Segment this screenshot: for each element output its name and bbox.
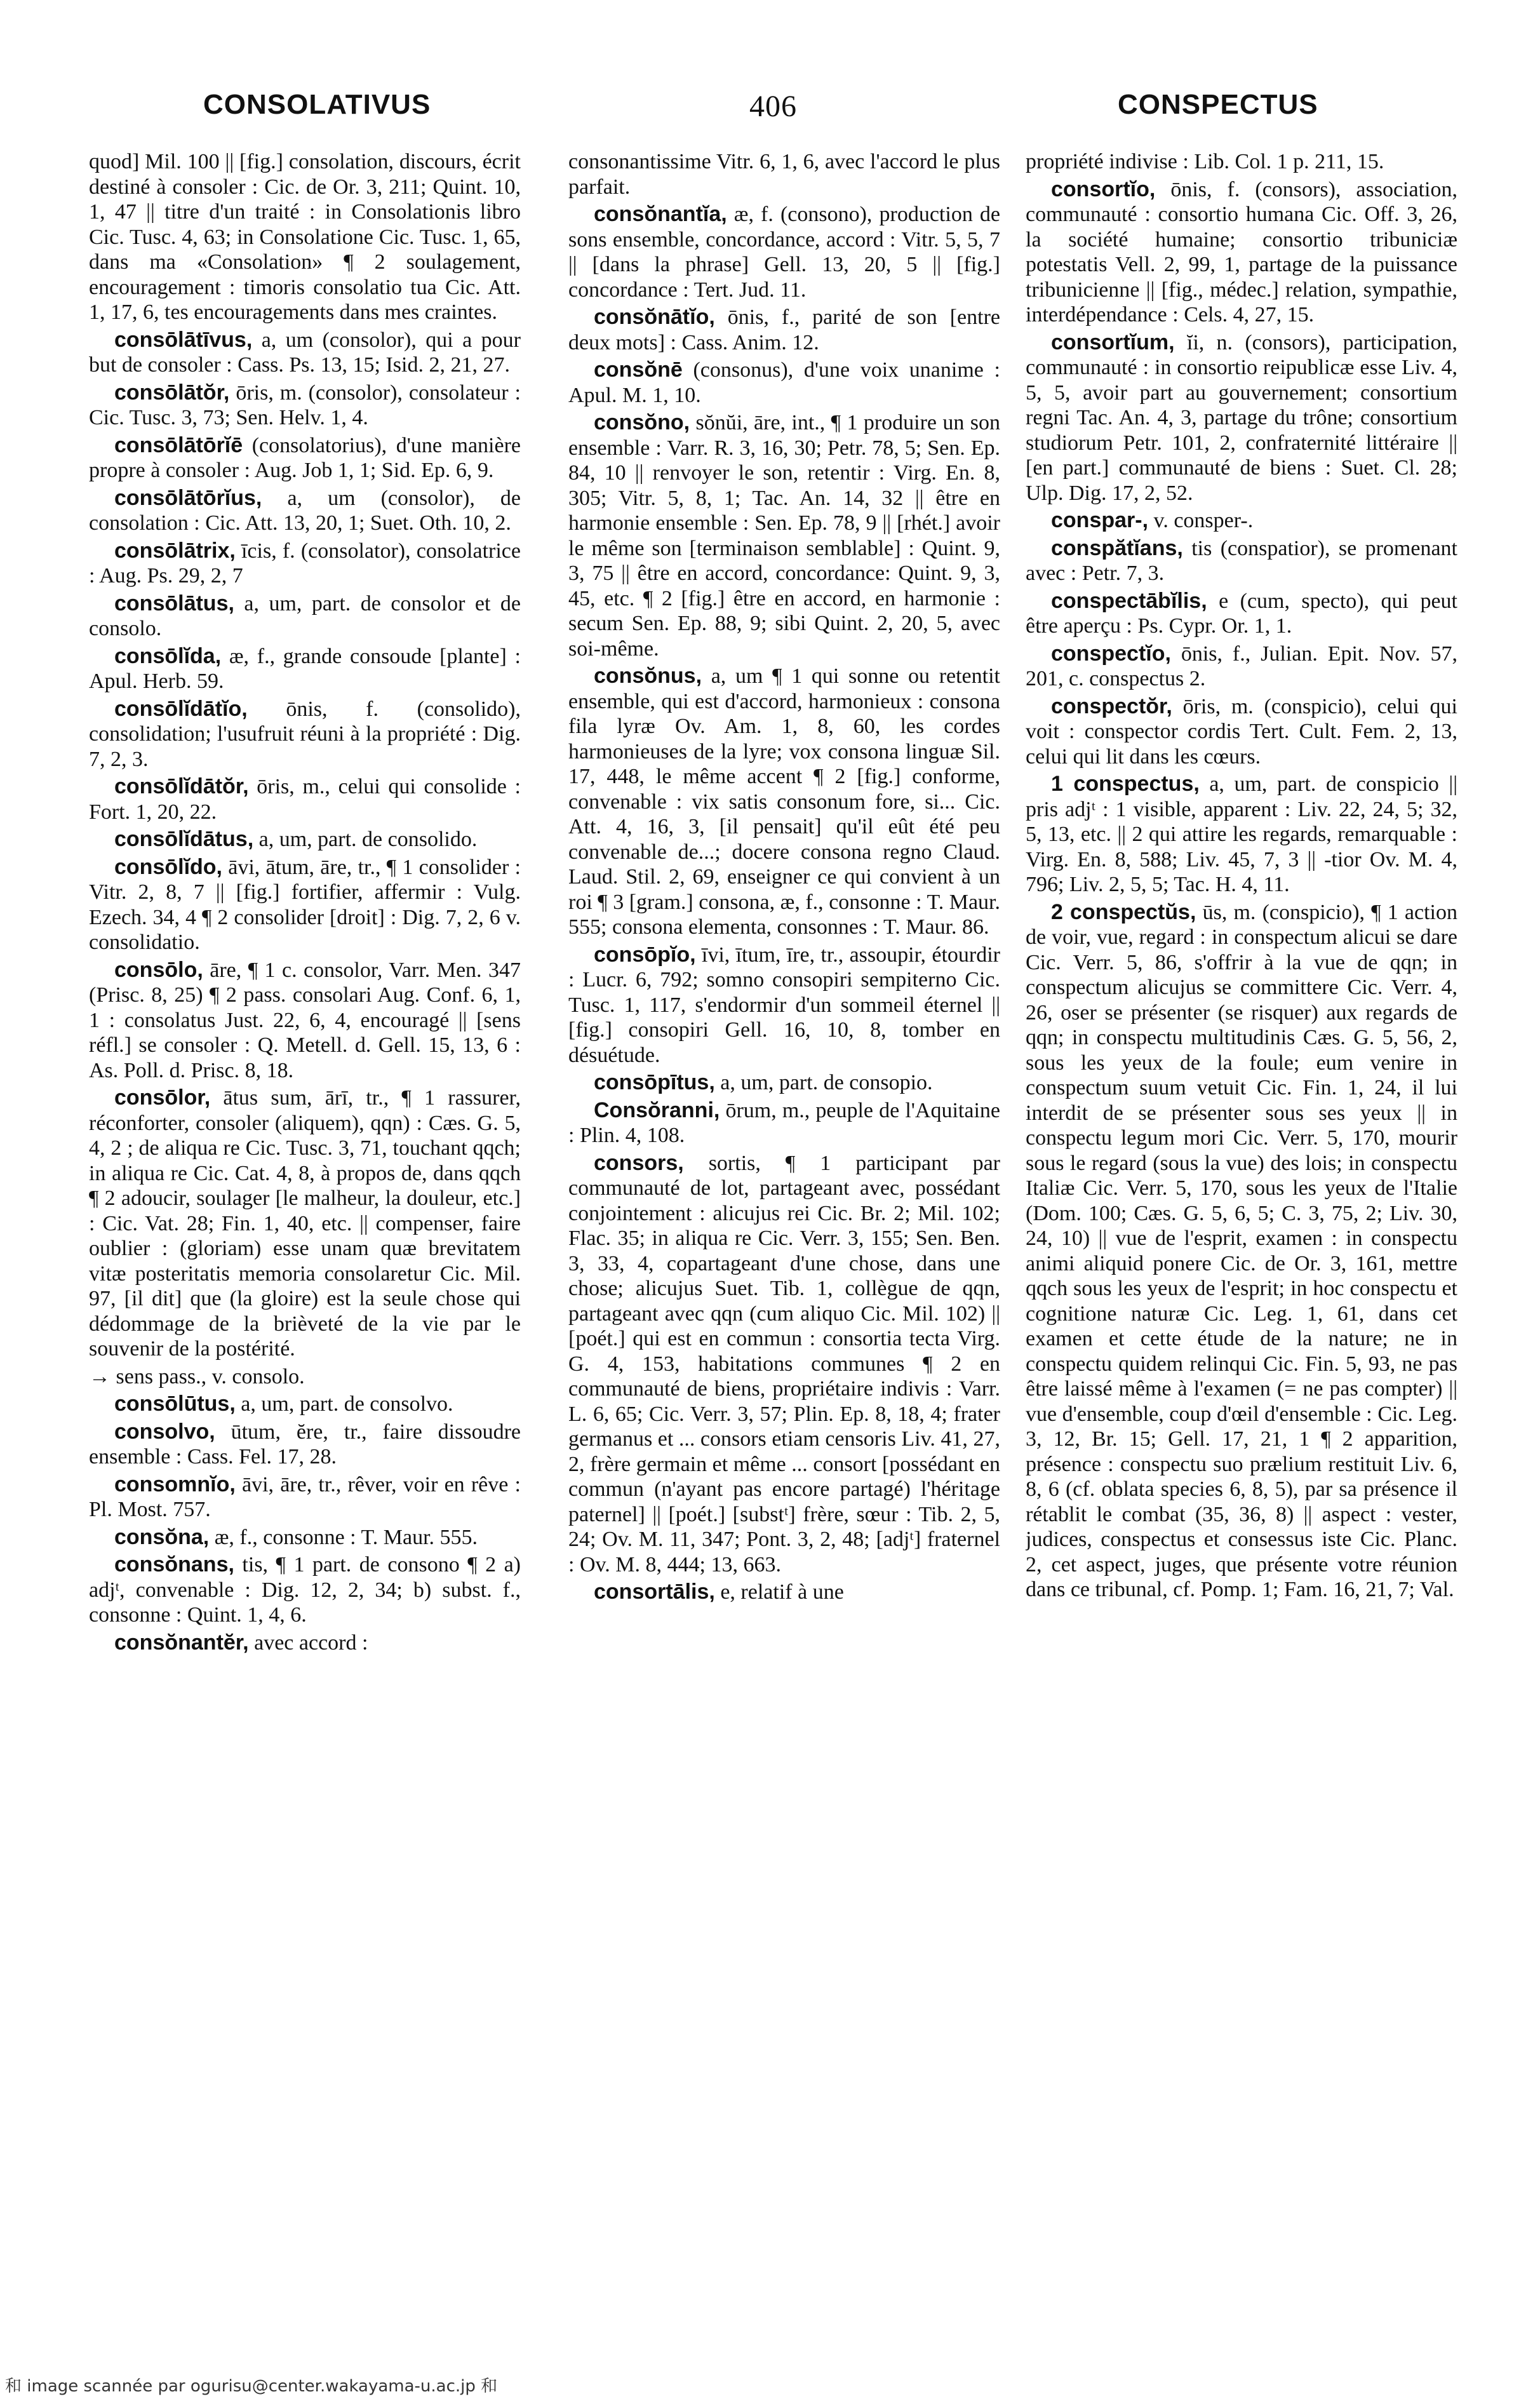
- entry-definition: (consonus), d'une voix unanime : Apul. M. 1, 10.: [568, 358, 1000, 407]
- dictionary-entry: [568, 1098, 1000, 1148]
- entry-headword: consōlātōrĭus,: [114, 485, 262, 510]
- entry-definition: → sens pass., v. consolo.: [89, 1364, 305, 1388]
- entry-definition: a, um, part. de consopio.: [714, 1071, 933, 1094]
- entry-definition: æ, f., consonne : T. Maur. 555.: [209, 1525, 478, 1549]
- entry-definition: tis, ¶ 1 part. de consono ¶ 2 a) adjᵗ, convenable : Dig. 12, 2, 34; b) subst. f., consonne : Quint. 1, 4, 6.: [89, 1553, 521, 1627]
- dictionary-entry: [89, 1392, 521, 1417]
- dictionary-entry: [1026, 589, 1457, 639]
- entry-definition: ĭi, n. (consors), participation, communauté : in consortio reipublicæ esse Liv. 4, 5, 5, avoir part au gouvernement; consortium regni Tac. An. 4, 3, partage du trône; consortium studiorum Petr. 101, 2, confraternité littéraire || [en part.] communauté de biens : Suet. Cl. 28; Ulp. Dig. 17, 2, 52.: [1026, 330, 1457, 505]
- entry-definition: sŏnŭi, āre, int., ¶ 1 produire un son ensemble : Varr. R. 3, 16, 30; Petr. 78, 5; Sen. Ep. 84, 10 || renvoyer le son, retentir : Virg. En. 8, 305; Vitr. 5, 8, 1; Tac. An. 14, 32 || être en harmonie ensemble : Sen. Ep. 78, 9 || [rhét.] avoir le même son [terminaison semblable] : Quint. 9, 3, 75 || être en accord, concordance: Quint. 9, 3, 45, etc. ¶ 2 [fig.] être en accord, en harmonie : secum Sen. Ep. 88, 9; sibi Quint. 2, 20, 5, avec soi-même.: [568, 411, 1000, 661]
- entry-definition: ōris, m. (conspicio), celui qui voit : conspector cordis Tert. Cult. Fem. 2, 13, celui qui lit dans les cœurs.: [1026, 694, 1457, 769]
- entry-headword: consŏnantĭa,: [594, 202, 727, 226]
- entry-headword: consōlĭdātĭo,: [114, 696, 248, 721]
- entry-headword: consōlātrix,: [114, 538, 236, 563]
- entry-headword: consŏnus,: [594, 664, 702, 688]
- entry-headword: consōlātus,: [114, 591, 234, 615]
- column-3: [1026, 149, 1457, 2309]
- page-number: 406: [749, 90, 797, 123]
- entry-headword: consōlor,: [114, 1085, 211, 1110]
- dictionary-entry: [89, 591, 521, 642]
- entry-headword: consōpītus,: [594, 1070, 715, 1094]
- entry-headword: consōlo,: [114, 957, 203, 982]
- entry-headword: conspectābĭlis,: [1051, 588, 1207, 613]
- dictionary-entry: [1026, 149, 1457, 175]
- dictionary-entry: [89, 958, 521, 1084]
- entry-definition: (consolatorius), d'une manière propre à consoler : Aug. Job 1, 1; Sid. Ep. 6, 9.: [89, 433, 521, 482]
- entry-definition: propriété indivise : Lib. Col. 1 p. 211, 15.: [1026, 150, 1384, 173]
- entry-definition: āvi, āre, tr., rêver, voir en rêve : Pl. Most. 757.: [89, 1472, 521, 1521]
- entry-headword: consŏnē: [594, 358, 683, 382]
- entry-headword: consŏno,: [594, 410, 690, 434]
- dictionary-entry: [89, 1364, 521, 1390]
- entry-definition: ūs, m. (conspicio), ¶ 1 action de voir, vue, regard : in conspectum alicui se dare Cic. Verr. 5, 86, s'offrir à la vue de qqn; in conspectum alicujus se committere Cic. Verr. 4, 26, oser se présenter (se risquer) aux regards de qqn; in conspectu multitudinis Cæs. G. 5, 56, 2, sous les yeux de la foule; eum venire in conspectum suum vetuit Cic. Fin. 1, 24, il lui interdit de se présenter sous ses yeux || in conspectu legum mori Cic. Verr. 5, 170, mourir sous le regard (sous la vue) des lois; in conspectu Italiæ Cic. Verr. 5, 170, sous les yeux de l'Italie (Dom. 100; Cæs. G. 5, 6, 5; C. 3, 75, 2; Liv. 30, 24, 10) || vue de l'esprit, examen : in conspectu animi aliquid ponere Cic. de Or. 3, 161, mettre qqch sous les yeux de l'esprit; in hoc conspectu et cognitione naturæ Cic. Leg. 1, 61, dans cet examen et cette étude de la nature; ne in conspectu quidem relinqui Cic. Fin. 5, 93, ne pas être laissé même à l'examen (= ne pas compter) || vue d'ensemble, coup d'œil d'ensemble : Cic. Leg. 3, 12, Br. 15; Gell. 17, 21, 1 ¶ 2 apparition, présence : conspectu suo prælium restituit Liv. 6, 8, 6 (cf. oblata species 6, 8, 5), par sa présence il rétablit le combat (35, 36, 8) || aspect : vester, judices, conspectus et consessus iste Cic. Planc. 2, cet aspect, juges, que présente votre réunion dans ce tribunal, cf. Pomp. 1; Fam. 16, 21, 7; Val.: [1026, 900, 1457, 1601]
- entry-headword: consōlĭdātŏr,: [114, 774, 249, 798]
- entry-definition: āvi, ātum, āre, tr., ¶ 1 consolider : Vitr. 2, 8, 7 || [fig.] fortifier, affermir : Vulg. Ezech. 34, 4 ¶ 2 consolider [droit] : Dig. 7, 2, 6 v. consolidatio.: [89, 855, 521, 954]
- entry-headword: conspectŏr,: [1051, 694, 1172, 718]
- dictionary-entry: [1026, 642, 1457, 692]
- entry-definition: sortis, ¶ 1 participant par communauté de lot, partageant avec, possédant conjointement : alicujus rei Cic. Br. 2; Mil. 102; Flac. 35; in aliqua re Cic. Verr. 3, 155; Sen. Ben. 3, 33, 4, copartageant d'une chose, dans une chose; alicujus Suet. Tib. 1, collègue de qqn, partageant avec qqn (cum aliquo Cic. Mil. 102) || [poét.] qui est en commun : consortia tecta Virg. G. 4, 153, habitations communes ¶ 2 en communauté de biens, propriétaire indivis : Varr. L. 6, 65; Cic. Verr. 3, 57; Plin. Ep. 8, 18, 4; frater germanus et ... consors etiam censoris Liv. 41, 27, 2, frère germain et même ... consort [possédant en commun (n'ayant pas encore partagé) l'héritage paternel] || [poét.] [substᵗ] frère, sœur : Tib. 2, 5, 24; Ov. M. 11, 347; Pont. 3, 2, 48; [adjᵗ] fraternel : Ov. M. 8, 444; 13, 663.: [568, 1151, 1000, 1576]
- dictionary-entry: [568, 1151, 1000, 1578]
- dictionary-entry: [89, 1552, 521, 1628]
- entry-headword: conspătĭans,: [1051, 535, 1183, 560]
- entry-definition: a, um, part. de consolvo.: [235, 1392, 453, 1416]
- entry-definition: v. consper-.: [1148, 509, 1254, 532]
- entry-definition: a, um, part. de consolido.: [253, 828, 478, 851]
- dictionary-entry: [89, 149, 521, 325]
- entry-definition: āre, ¶ 1 c. consolor, Varr. Men. 347 (Prisc. 8, 25) ¶ 2 pass. consolari Aug. Conf. 6, 1, 1 : consolatus Just. 22, 6, 4, encouragé || [sens réfl.] se consoler : Q. Metell. d. Gell. 15, 13, 6 : As. Poll. d. Prisc. 8, 18.: [89, 958, 521, 1082]
- entry-definition: a, um (consolor), de consolation : Cic. Att. 13, 20, 1; Suet. Oth. 10, 2.: [89, 486, 521, 535]
- dictionary-entry: [89, 1525, 521, 1550]
- dictionary-entry: [568, 664, 1000, 940]
- dictionary-entry: [568, 1070, 1000, 1096]
- dictionary-entry: [89, 774, 521, 824]
- dictionary-entry: [89, 855, 521, 955]
- dictionary-entry: [89, 697, 521, 772]
- entry-headword: 2 conspectŭs,: [1051, 899, 1196, 924]
- entry-definition: ōris, m., celui qui consolide : Fort. 1, 20, 22.: [89, 775, 521, 824]
- dictionary-entry: [568, 410, 1000, 661]
- entry-headword: consŏnātĭo,: [594, 305, 715, 329]
- entry-headword: consōlĭda,: [114, 643, 222, 668]
- entry-definition: īvi, ītum, īre, tr., assoupir, étourdir : Lucr. 6, 792; somno consopiri sempiterno Cic. Tusc. 1, 117, s'endormir d'un sommeil éternel || [fig.] consopiri Gell. 16, 10, 8, tomber en désuétude.: [568, 943, 1000, 1067]
- dictionary-entry: [1026, 900, 1457, 1603]
- dictionary-entry: [89, 328, 521, 378]
- entry-definition: ōris, m. (consolor), consolateur : Cic. Tusc. 3, 73; Sen. Helv. 1, 4.: [89, 380, 521, 429]
- entry-headword: consortĭum,: [1051, 330, 1175, 354]
- dictionary-entry: [89, 380, 521, 431]
- dictionary-entry: [568, 149, 1000, 199]
- entry-headword: conspectĭo,: [1051, 641, 1171, 666]
- entry-headword: consōlĭdātus,: [114, 827, 254, 851]
- scan-credit: 和 image scannée par ogurisu@center.wakayama-u.ac.jp 和: [5, 2377, 498, 2396]
- entry-definition: ōrum, m., peuple de l'Aquitaine : Plin. 4, 108.: [568, 1098, 1000, 1147]
- dictionary-entry: [1026, 694, 1457, 770]
- entry-definition: ūtum, ĕre, tr., faire dissoudre ensemble : Cass. Fel. 17, 28.: [89, 1420, 521, 1468]
- dictionary-entry: [1026, 772, 1457, 897]
- column-2: [568, 149, 1000, 2309]
- entry-definition: a, um, part. de conspicio || pris adjᵗ : 1 visible, apparent : Liv. 22, 24, 5; 32, 5, 13, etc. || 2 qui attire les regards, remarquable : Virg. En. 8, 588; Liv. 45, 7, 3 || -tior Ov. M. 4, 796; Liv. 2, 5, 5; Tac. H. 4, 11.: [1026, 772, 1457, 896]
- dictionary-entry: [89, 644, 521, 694]
- entry-headword: Consŏranni,: [594, 1098, 720, 1122]
- entry-definition: īcis, f. (consolator), consolatrice : Aug. Ps. 29, 2, 7: [89, 539, 521, 588]
- entry-definition: æ, f., grande consoude [plante] : Apul. Herb. 59.: [89, 644, 521, 693]
- entry-headword: consors,: [594, 1150, 684, 1175]
- entry-definition: a, um ¶ 1 qui sonne ou retentit ensemble, qui est d'accord, harmonieux : consona fila lyræ Ov. Am. 1, 8, 60, les cordes harmonieuses de la lyre; vox consona linguæ Sil. 17, 448, le même accent ¶ 2 [fig.] conforme, convenable : vix satis consonum fore, si... Cic. Att. 4, 16, 3, [il pensait] qu'il eût été peu convenable de...; docere consona regno Claud. Laud. Stil. 2, 69, enseigner ce qui convient à un roi ¶ 3 [gram.] consona, æ, f., consonne : T. Maur. 555; consona elementa, consonnes : T. Maur. 86.: [568, 664, 1000, 939]
- entry-headword: consortĭo,: [1051, 177, 1156, 201]
- dictionary-entry: [89, 433, 521, 483]
- entry-definition: e, relatif à une: [714, 1580, 844, 1604]
- entry-headword: consōlātŏr,: [114, 380, 230, 405]
- dictionary-entry: [89, 1085, 521, 1362]
- entry-definition: ōnis, f. (consolido), consolidation; l'usufruit réuni à la propriété : Dig. 7, 2, 3.: [89, 697, 521, 771]
- dictionary-entry: [568, 305, 1000, 355]
- dictionary-entry: [1026, 508, 1457, 534]
- dictionary-entry: [89, 1472, 521, 1522]
- dictionary-entry: [1026, 330, 1457, 506]
- page-header: [0, 76, 1540, 133]
- entry-definition: ātus sum, ārī, tr., ¶ 1 rassurer, réconforter, consoler (aliquem), qqn) : Cæs. G. 5, 4, 2 ; de aliqua re Cic. Tusc. 3, 71, touchant qqch; in aliqua re Cic. Cat. 4, 8, à propos de, dans qqch ¶ 2 adoucir, soulager [le malheur, la douleur, etc.] : Cic. Vat. 28; Fin. 1, 40, etc. || compenser, faire oublier : (gloriam) esse unam quæ brevitatem vitæ posteritatis memoria consolaretur Cic. Mil. 97, [il dit] que (la gloire) est la seule chose qui dédommage de la brièveté de la vie par le souvenir de la postérité.: [89, 1086, 521, 1361]
- entry-definition: ōnis, f., parité de son [entre deux mots] : Cass. Anim. 12.: [568, 306, 1000, 354]
- column-1: [89, 149, 521, 2309]
- entry-definition: ōnis, f. (consors), association, communauté : consortio humana Cic. Off. 3, 26, la société humaine; consortio tribuniciæ potestatis Vell. 2, 99, 1, partage de la puissance tribunicienne || [fig., médec.] relation, sympathie, interdépendance : Cels. 4, 27, 15.: [1026, 177, 1457, 326]
- running-head-left: CONSOLATIVUS: [203, 89, 431, 120]
- entry-headword: consōlĭdo,: [114, 854, 222, 879]
- dictionary-entry: [89, 1630, 521, 1656]
- dictionary-entry: [568, 358, 1000, 408]
- entry-definition: avec accord :: [248, 1630, 368, 1655]
- entry-headword: consŏnans,: [114, 1552, 234, 1576]
- entry-headword: consomnĭo,: [114, 1472, 236, 1496]
- dictionary-entry: [568, 943, 1000, 1068]
- dictionary-entry: [568, 202, 1000, 302]
- dictionary-columns: [89, 149, 1457, 2309]
- dictionary-entry: [89, 539, 521, 589]
- entry-headword: consōlātōrĭē: [114, 433, 243, 457]
- entry-definition: consonantissime Vitr. 6, 1, 6, avec l'accord le plus parfait.: [568, 150, 1000, 199]
- dictionary-entry: [89, 486, 521, 536]
- dictionary-entry: [89, 1420, 521, 1470]
- entry-headword: consŏna,: [114, 1524, 210, 1549]
- entry-headword: consortālis,: [594, 1580, 715, 1604]
- dictionary-entry: [1026, 177, 1457, 328]
- entry-headword: consŏnantĕr,: [114, 1630, 249, 1655]
- entry-headword: consōpĭo,: [594, 942, 696, 967]
- dictionary-entry: [1026, 536, 1457, 586]
- entry-definition: e (cum, specto), qui peut être aperçu : Ps. Cypr. Or. 1, 1.: [1026, 589, 1457, 638]
- entry-headword: 1 conspectus,: [1051, 772, 1200, 796]
- entry-headword: consōlātīvus,: [114, 327, 253, 352]
- entry-definition: ōnis, f., Julian. Epit. Nov. 57, 201, c. conspectus 2.: [1026, 642, 1457, 690]
- entry-definition: a, um, part. de consolor et de consolo.: [89, 591, 521, 640]
- dictionary-entry: [89, 827, 521, 852]
- running-head-right: CONSPECTUS: [1118, 89, 1318, 120]
- entry-headword: consolvo,: [114, 1419, 215, 1444]
- entry-headword: conspar-,: [1051, 508, 1149, 532]
- entry-definition: quod] Mil. 100 || [fig.] consolation, discours, écrit destiné à consoler : Cic. de Or. 3, 211; Quint. 10, 1, 47 || titre d'un traité : in Consolationis libro Cic. Tusc. 4, 63; in Consolatione Cic. Tusc. 1, 65, dans ma «Consolation» ¶ 2 soulagement, encouragement : timoris consolatio tua Cic. Att. 1, 17, 6, tes encouragements dans mes craintes.: [89, 150, 521, 324]
- dictionary-entry: [568, 1580, 1000, 1605]
- entry-definition: æ, f. (consono), production de sons ensemble, concordance, accord : Vitr. 5, 5, 7 || [dans la phrase] Gell. 13, 20, 5 || [fig.] concordance : Tert. Jud. 11.: [568, 203, 1000, 302]
- entry-definition: a, um (consolor), qui a pour but de consoler : Cass. Ps. 13, 15; Isid. 2, 21, 27.: [89, 328, 521, 377]
- entry-definition: tis (conspatior), se promenant avec : Petr. 7, 3.: [1026, 536, 1457, 585]
- entry-headword: consōlūtus,: [114, 1392, 236, 1416]
